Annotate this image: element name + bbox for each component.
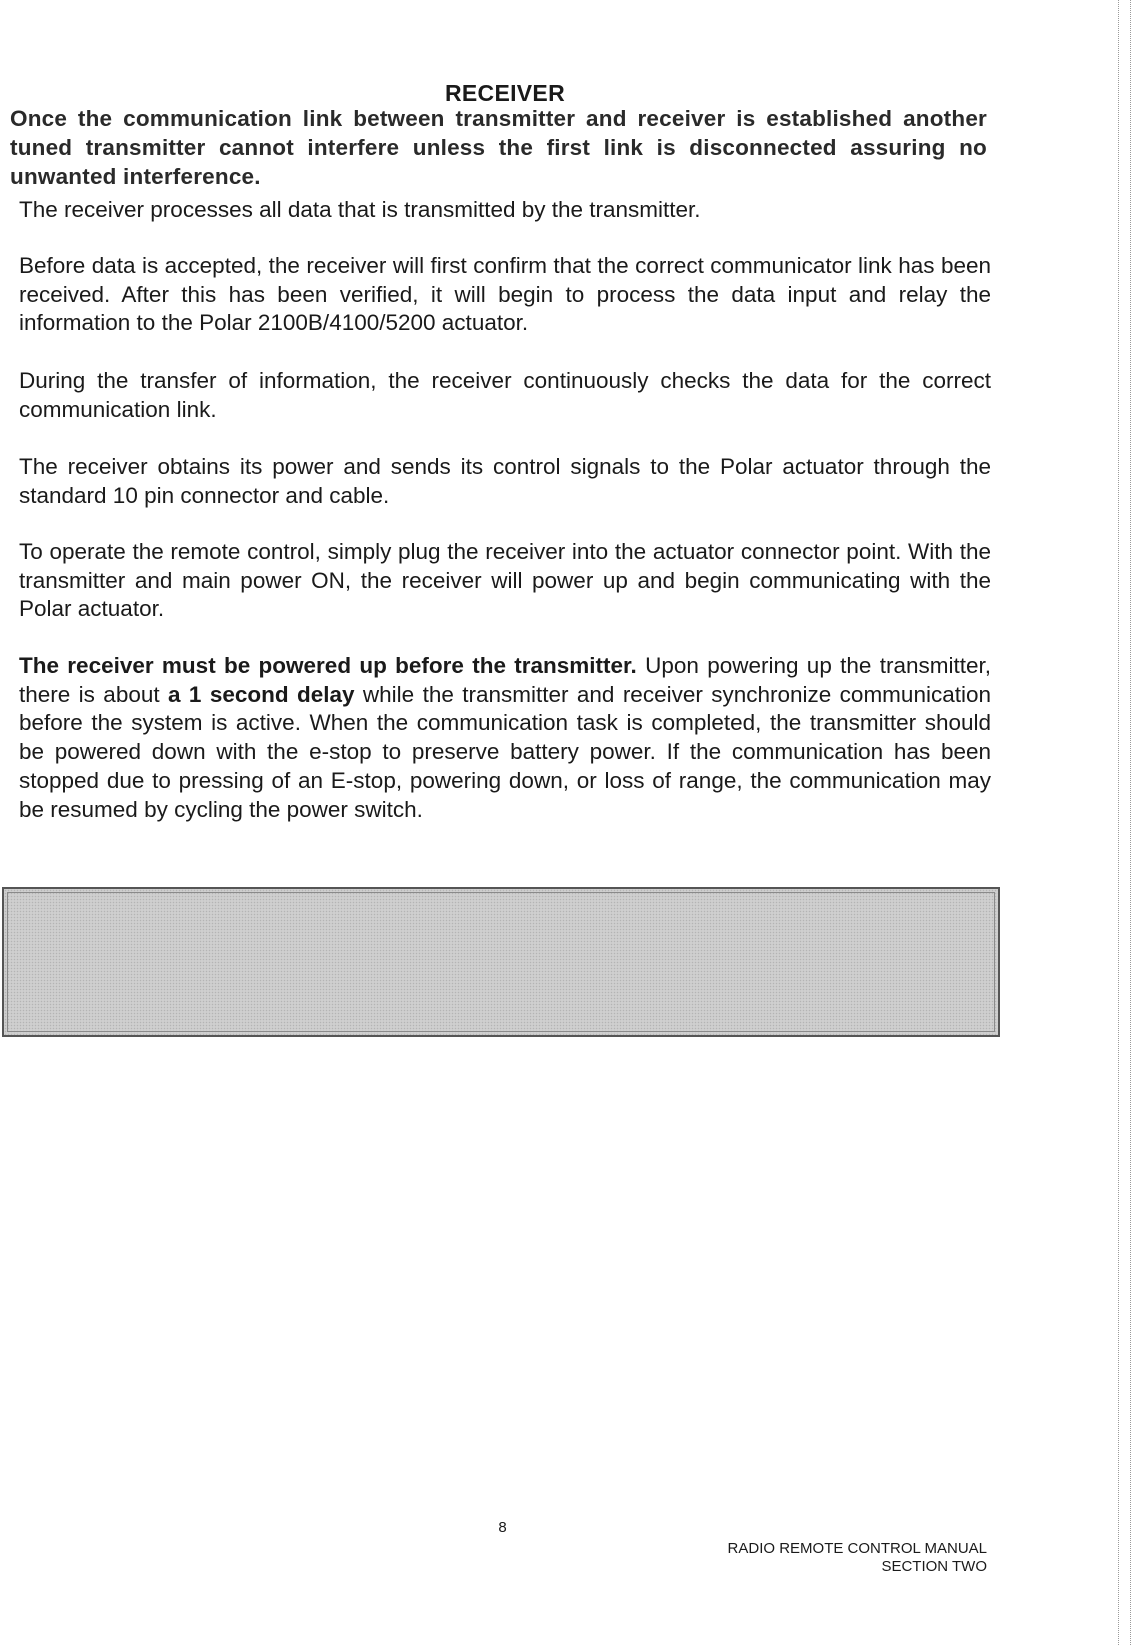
power-order-warning: The receiver must be powered up before the transmitter. [19, 653, 637, 678]
paragraph-power-sequence [19, 652, 991, 824]
paragraph-intro: The receiver processes all data that is transmitted by the transmitter. [19, 197, 701, 222]
scan-edge-line [1130, 0, 1131, 1645]
power-up-text: Upon powering up the transmitter, there is about [19, 653, 991, 707]
paragraph-transfer-check: During the transfer of information, the receiver continuously checks the data for the correct communication link. [19, 368, 991, 422]
footer-section: SECTION TWO [881, 1558, 987, 1575]
scan-edge-line [1118, 0, 1119, 1645]
sync-text: while the transmitter and receiver synchronize communication before the system is active. When the communication task is completed, the transmitter should be powered down with the e-stop to preserve battery power. If the communication has been stopped due to pressing of an E-stop, powering down, or loss of range, the communication may be resumed by cycling the power switch. [19, 681, 991, 822]
interference-note-text: Once the communication link between transmitter and receiver is established another tuned transmitter cannot interfere unless the first link is disconnected assuring no unwanted interference. [10, 106, 987, 189]
note-box-inner-border [7, 892, 995, 1032]
interference-note-box [2, 887, 1000, 1037]
page-number: 8 [498, 1519, 507, 1536]
footer-manual-title: RADIO REMOTE CONTROL MANUAL [727, 1540, 987, 1557]
paragraph-operation: To operate the remote control, simply plug the receiver into the actuator connector point. With the transmitter and main power ON, the receiver will power up and begin communicating with the Polar actuator. [19, 539, 991, 622]
page-title: RECEIVER [445, 80, 565, 106]
paragraph-data-acceptance: Before data is accepted, the receiver will first confirm that the correct communicator link has been received. After this has been verified, it will begin to process the data input and relay the information to the Polar 2100B/4100/5200 actuator. [19, 253, 991, 336]
delay-emphasis: a 1 second delay [168, 681, 355, 707]
paragraph-power-source: The receiver obtains its power and sends its control signals to the Polar actuator through the standard 10 pin connector and cable. [19, 454, 991, 508]
footer [728, 1540, 987, 1576]
